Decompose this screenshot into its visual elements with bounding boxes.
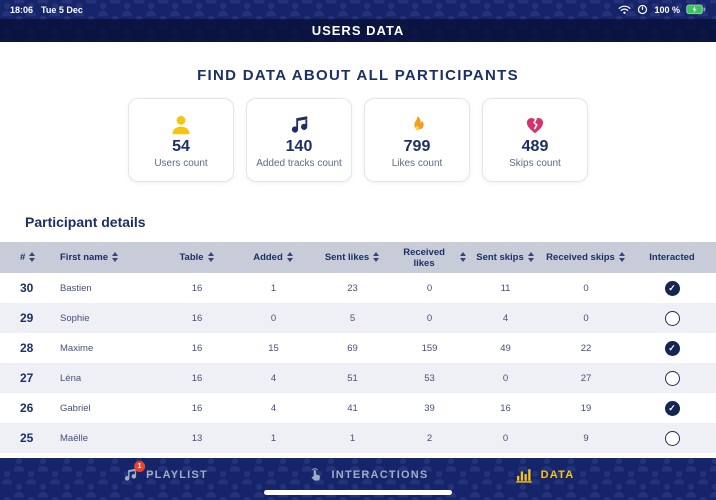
interacted-check-icon[interactable] (665, 311, 680, 326)
status-circle-icon (637, 4, 648, 15)
page-title: USERS DATA (311, 23, 405, 38)
bar-chart-icon (516, 467, 533, 483)
skips-count-value: 489 (521, 137, 549, 155)
stat-card-added-tracks (246, 98, 352, 182)
table-row[interactable]: 30 Bastien 16 1 23 0 11 0 ✓ (0, 273, 716, 303)
stat-card-users (128, 98, 234, 182)
nav-label-interactions: INTERACTIONS (331, 469, 429, 481)
tap-hand-icon (308, 467, 324, 483)
wifi-icon (618, 4, 631, 15)
main-content (0, 42, 716, 458)
table-row[interactable]: 29 Sophie 16 0 5 0 4 0 (0, 303, 716, 333)
bottom-nav (0, 458, 716, 500)
likes-count-value: 799 (403, 137, 431, 155)
nav-label-data: DATA (540, 469, 575, 481)
likes-count-label: Likes count (391, 157, 443, 169)
status-date: Tue 5 Dec (41, 4, 83, 15)
table-row[interactable]: 25 Maëlle 13 1 1 2 0 9 (0, 423, 716, 453)
participants-heading: Participant details (25, 214, 146, 230)
status-time: 18:06 (10, 4, 34, 15)
added-tracks-label: Added tracks count (256, 157, 342, 169)
table-row[interactable]: 27 Léna 16 4 51 53 0 27 (0, 363, 716, 393)
sort-icon (373, 252, 380, 263)
users-count-value: 54 (172, 137, 190, 155)
column-header-table[interactable]: Table (160, 242, 234, 273)
interacted-check-icon[interactable] (665, 431, 680, 446)
sort-icon (208, 252, 215, 263)
app-header (0, 19, 716, 42)
column-header-added[interactable]: Added (234, 242, 313, 273)
users-count-label: Users count (154, 157, 208, 169)
sort-icon (29, 252, 36, 263)
column-header-num[interactable]: # (0, 242, 40, 273)
table-row[interactable]: 26 Gabriel 16 4 41 39 16 19 ✓ (0, 393, 716, 423)
column-header-received-skips[interactable]: Received skips (544, 242, 628, 273)
table-header-row (0, 242, 716, 273)
sort-icon (287, 252, 294, 263)
interacted-check-icon[interactable]: ✓ (665, 401, 680, 416)
stat-card-skips (482, 98, 588, 182)
stat-card-likes (364, 98, 470, 182)
status-bar (0, 0, 716, 19)
participants-table (0, 242, 716, 453)
section-heading: FIND DATA ABOUT ALL PARTICIPANTS (197, 67, 519, 84)
column-header-interacted: Interacted (628, 242, 716, 273)
interacted-check-icon[interactable] (665, 371, 680, 386)
stat-cards (0, 98, 716, 182)
flame-icon (406, 112, 428, 136)
nav-tab-data[interactable] (516, 467, 575, 483)
music-note-icon (288, 112, 310, 136)
sort-icon (528, 252, 535, 263)
column-header-sent-skips[interactable]: Sent skips (467, 242, 544, 273)
skips-count-label: Skips count (509, 157, 561, 169)
sort-icon (460, 252, 467, 263)
user-icon (170, 112, 192, 136)
nav-tab-playlist[interactable] (122, 463, 208, 483)
sort-icon (112, 252, 119, 263)
battery-icon (686, 4, 706, 15)
battery-percent: 100 % (654, 4, 680, 15)
column-header-sent-likes[interactable]: Sent likes (313, 242, 392, 273)
playlist-badge: 1 (134, 461, 145, 472)
column-header-received-likes[interactable]: Received likes (392, 242, 467, 273)
sort-icon (619, 252, 626, 263)
added-tracks-value: 140 (285, 137, 313, 155)
interacted-check-icon[interactable]: ✓ (665, 281, 680, 296)
interacted-check-icon[interactable]: ✓ (665, 341, 680, 356)
column-header-first-name[interactable]: First name (40, 242, 160, 273)
home-indicator[interactable] (264, 490, 452, 495)
nav-label-playlist: PLAYLIST (146, 469, 208, 481)
broken-heart-icon (524, 112, 546, 136)
nav-tab-interactions[interactable] (308, 467, 429, 483)
table-row[interactable]: 28 Maxime 16 15 69 159 49 22 ✓ (0, 333, 716, 363)
